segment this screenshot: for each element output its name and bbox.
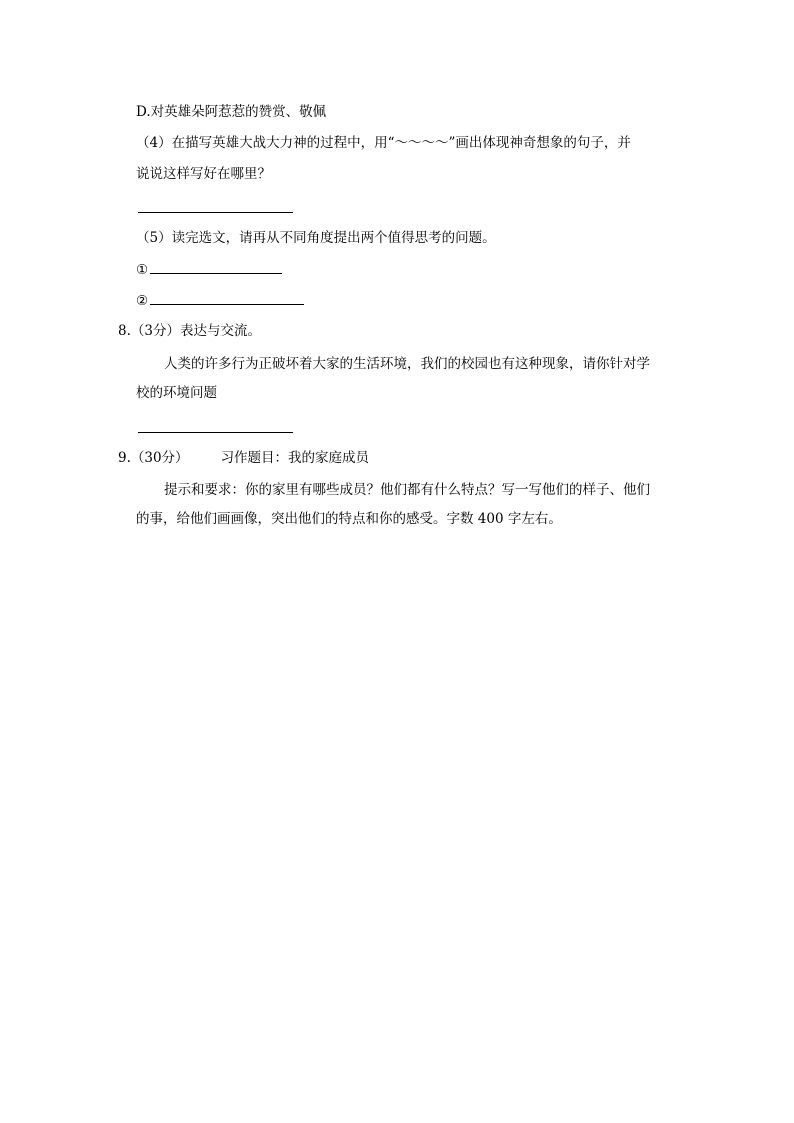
q7-sub4-answer-line[interactable] [138,212,293,213]
q8-body-line1: 人类的许多行为正破坏着大家的生活环境，我们的校园也有这种现象，请你针对学 [164,356,650,372]
q7-sub4-line1: （4）在描写英雄大战大力神的过程中，用“～～～～”画出体现神奇想象的句子，并 [136,135,631,151]
q8-heading: 8.（3分）表达与交流。 [118,323,261,339]
q7-sub5-item1-answer-line[interactable] [150,259,282,274]
q7-sub5-prompt: （5）读完选文，请再从不同角度提出两个值得思考的问题。 [136,230,496,246]
q7-sub5-item2-marker: ② [136,293,149,309]
q9-number: 9.（30分） [118,450,189,466]
q9-body-line1: 提示和要求：你的家里有哪些成员？他们都有什么特点？写一写他们的样子、他们 [164,482,650,498]
q7-option-d: D.对英雄朵阿惹惹的赞赏、敬佩 [136,104,327,120]
q8-body-line2: 校的环境问题 [136,385,217,401]
q8-answer-line[interactable] [138,432,293,433]
q7-sub5-item2-answer-line[interactable] [150,290,304,305]
q7-sub5-item2 [136,290,304,311]
q7-sub4-line2: 说说这样写好在哪里？ [136,166,271,182]
q9-heading [118,448,369,468]
q9-title: 习作题目：我的家庭成员 [220,450,370,466]
q7-sub5-item1 [136,259,282,280]
q7-sub5-item1-marker: ① [136,262,149,278]
q9-body-line2: 的事，给他们画画像，突出他们的特点和你的感受。字数 400 字左右。 [136,511,562,527]
